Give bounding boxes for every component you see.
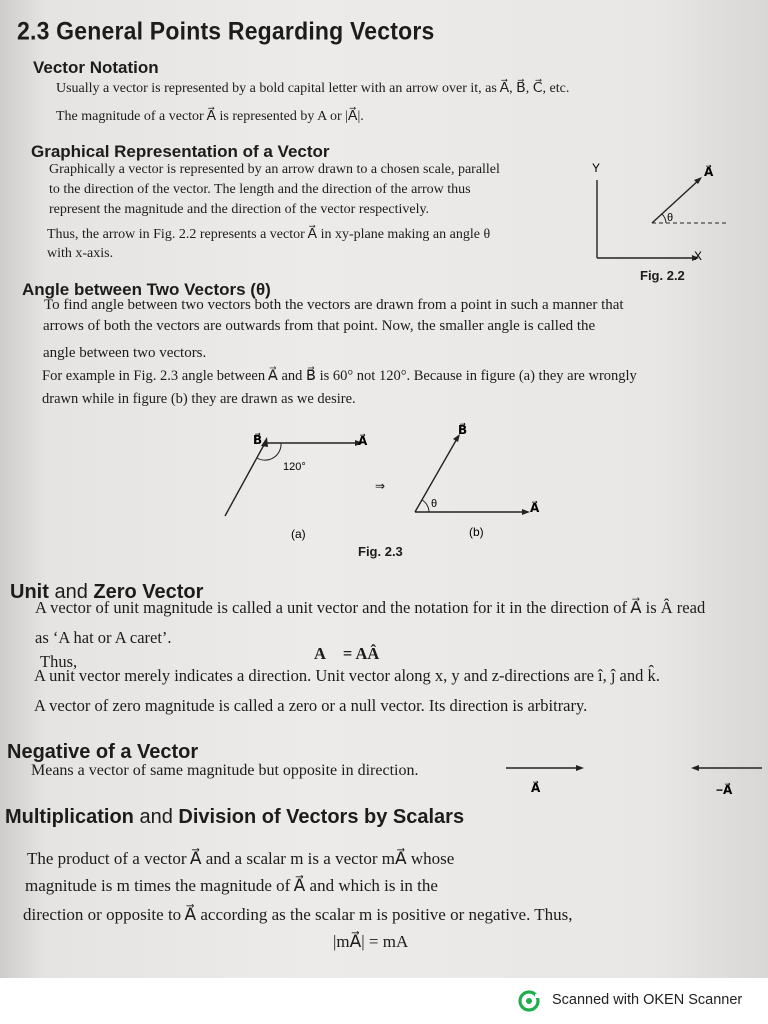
unit-zero-line-4: A unit vector merely indicates a direction. Unit vector along x, y and z-directions are î, ĵ and k̂. xyxy=(34,666,660,685)
angle-line-4: For example in Fig. 2.3 angle between A⃗ and B⃗ is 60° not 120°. Because in figure (a) they are wrongly xyxy=(42,368,637,384)
unit-vector-formula: A⃗ = AÂ xyxy=(314,644,380,663)
unit-zero-title-and: and xyxy=(54,581,88,603)
angle-line-3: angle between two vectors. xyxy=(43,345,207,361)
multiplication-title-b: Division of Vectors by Scalars xyxy=(178,806,465,828)
graphical-line-4: Thus, the arrow in Fig. 2.2 represents a vector A⃗ in xy-plane making an angle θ xyxy=(47,227,491,242)
positive-vector-label: A⃗ xyxy=(531,781,541,795)
figure-2-2 xyxy=(586,160,736,270)
fig23-implies-arrow: ⇒ xyxy=(375,479,386,493)
multiplication-formula: |mA⃗| = mA xyxy=(333,932,409,951)
fig23b-angle-label: θ xyxy=(431,498,438,510)
graphical-line-1: Graphically a vector is represented by an arrow drawn to a chosen scale, parallel xyxy=(49,162,500,177)
fig22-y-label: Y xyxy=(592,161,601,175)
unit-zero-line-5: A vector of zero magnitude is called a zero or a null vector. Its direction is arbitrary. xyxy=(34,696,588,715)
fig23a-a-label: A⃗ xyxy=(358,434,368,448)
multiplication-title-a: Multiplication xyxy=(5,806,134,828)
fig22-vector-label: A⃗ xyxy=(704,165,714,179)
graphical-line-3: represent the magnitude and the direction of the vector respectively. xyxy=(49,202,430,217)
fig23a-caption: (a) xyxy=(291,527,306,541)
fig23b-caption: (b) xyxy=(469,525,484,539)
negative-title: Negative of a Vector xyxy=(7,741,199,763)
fig23-caption: Fig. 2.3 xyxy=(358,544,403,559)
figure-2-3 xyxy=(215,420,560,550)
multiplication-line-1: The product of a vector A⃗ and a scalar m is a vector mA⃗ whose xyxy=(27,849,455,868)
fig23b-a-label: A⃗ xyxy=(530,501,540,515)
fig23a-angle-label: 120° xyxy=(283,461,306,473)
unit-zero-title-rest: Zero Vector xyxy=(93,581,204,603)
vector-notation-line-1: Usually a vector is represented by a bold capital letter with an arrow over it, as A⃗, B⃗, C⃗, etc. xyxy=(56,81,570,96)
negative-line: Means a vector of same magnitude but opposite in direction. xyxy=(31,762,419,779)
multiplication-title-and: and xyxy=(139,806,173,828)
angle-line-2: arrows of both the vectors are outwards from that point. Now, the smaller angle is called the xyxy=(43,318,596,334)
angle-line-1: To find angle between two vectors both the vectors are drawn from a point in such a manner that xyxy=(44,297,624,313)
angle-between-title: Angle between Two Vectors (θ) xyxy=(22,280,271,299)
vector-notation-line-2: The magnitude of a vector A⃗ is represented by A or |A⃗|. xyxy=(56,109,364,124)
unit-zero-title-unit: Unit xyxy=(10,581,49,603)
multiplication-title xyxy=(5,806,464,829)
fig22-caption: Fig. 2.2 xyxy=(640,268,685,283)
section-heading: 2.3 General Points Regarding Vectors xyxy=(17,16,435,45)
scanner-footer-text: Scanned with OKEN Scanner xyxy=(552,992,743,1008)
graphical-line-2: to the direction of the vector. The length and the direction of the arrow thus xyxy=(49,182,471,197)
fig22-x-label: X xyxy=(694,249,703,263)
unit-zero-thus: Thus, xyxy=(40,652,78,671)
negative-vector-figure xyxy=(500,756,768,800)
graphical-title: Graphical Representation of a Vector xyxy=(31,142,330,161)
vector-notation-title: Vector Notation xyxy=(33,58,159,77)
unit-zero-line-1: A vector of unit magnitude is called a unit vector and the notation for it in the direction of A⃗ is Â read xyxy=(35,598,706,617)
angle-line-5: drawn while in figure (b) they are drawn as we desire. xyxy=(42,391,356,407)
multiplication-line-2: magnitude is m times the magnitude of A⃗ and which is in the xyxy=(25,876,438,895)
negative-vector-label: −A⃗ xyxy=(716,783,733,797)
multiplication-line-3: direction or opposite to A⃗ according as the scalar m is positive or negative. Thus, xyxy=(23,905,573,924)
fig23b-b-label: B⃗ xyxy=(458,423,468,437)
fig22-angle-label: θ xyxy=(667,212,674,224)
graphical-line-5: with x-axis. xyxy=(47,246,114,261)
oken-scanner-logo-icon xyxy=(518,990,542,1012)
fig23a-b-label: B⃗ xyxy=(253,433,263,447)
scanner-footer xyxy=(0,978,768,1024)
unit-zero-line-2: as ‘A hat or A caret’. xyxy=(35,628,172,647)
